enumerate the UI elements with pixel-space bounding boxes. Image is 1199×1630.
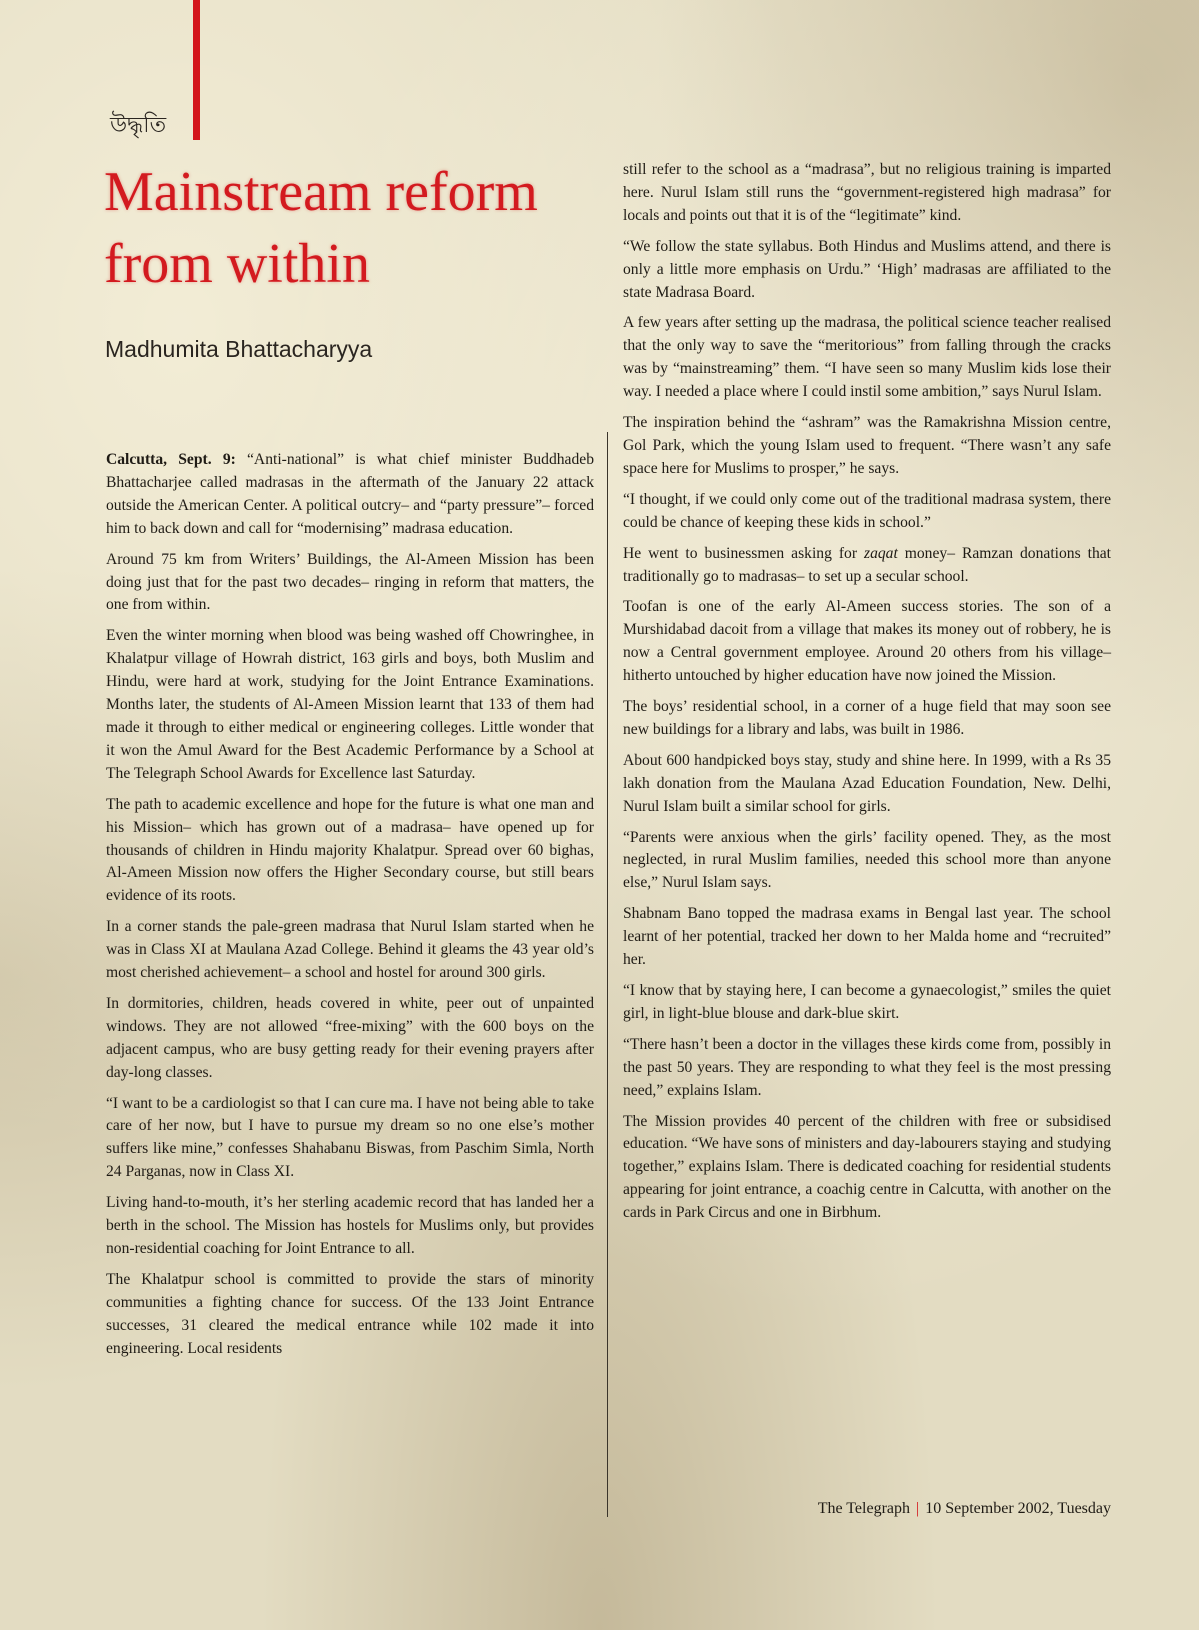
paragraph: Calcutta, Sept. 9: “Anti-national” is what chief minister Buddhadeb Bhattacharjee called madrasas in the aftermath of the January 22 attack outside the American Center. A political outcry– and “party pressure”– forced him to back down and call for “modernising” madrasa education.	[106, 451, 594, 537]
paragraph: Around 75 km from Writers’ Buildings, the Al-Ameen Mission has been doing just that for the past two decades– ringing in reform that matters, the one from within.	[106, 550, 594, 614]
publication-name: The Telegraph	[817, 1500, 911, 1517]
paragraph: In dormitories, children, heads covered in white, peer out of unpainted windows. They are not allowed “free-mixing” with the 600 boys on the adjacent campus, who are busy getting ready for their evening prayers after day-long classes.	[106, 994, 594, 1081]
headline: Mainstream reform from within	[104, 161, 538, 295]
paragraph: Living hand-to-mouth, it’s her sterling academic record that has landed her a berth in the school. The Mission has hostels for Muslims only, but provides non-residential coaching for Joint Entrance to all.	[106, 1194, 594, 1257]
paragraph: Toofan is one of the early Al-Ameen success stories. The son of a Murshidabad dacoit from a village that makes its money out of robbery, he is now a Central government employee. Around 20 others from his village– hitherto untouched by higher education have now joined the Mission.	[623, 598, 1111, 685]
paragraph: “We follow the state syllabus. Both Hindus and Muslims attend, and there is only a little more emphasis on Urdu.” ‘High’ madrasas are affiliated to the state Madrasa Board.	[623, 237, 1111, 301]
paragraph: The Khalatpur school is committed to provide the stars of minority communities a fighting chance for success. Of the 133 Joint Entrance successes, 31 cleared the medical entrance while 102 made it into engineering. Local residents	[106, 1270, 594, 1357]
paragraph: Even the winter morning when blood was being washed off Chowringhee, in Khalatpur village of Howrah district, 163 girls and boys, both Muslim and Hindu, were hard at work, studying for the Joint Entrance Examinations. Months later, the students of Al-Ameen Mission learnt that 133 of them had made it through to either medical or engineering colleges. Little wonder that it won the Amul Award for the Best Academic Performance by a School at The Telegraph School Awards for Excellence last Saturday.	[106, 627, 594, 782]
paragraph: In a corner stands the pale-green madrasa that Nurul Islam started when he was in Class XI at Maulana Azad College. Behind it gleams the 43 year old’s most cherished achievement– a school and hostel for around 300 girls.	[106, 918, 594, 982]
byline: Madhumita Bhattacharyya	[105, 336, 373, 362]
italic-term: zaqat	[864, 544, 898, 562]
paragraph: “Parents were anxious when the girls’ facility opened. They, as the most neglected, in rural Muslim families, needed this school more than anyone else,” Nurul Islam says.	[623, 828, 1111, 892]
paragraph: About 600 handpicked boys stay, study and shine here. In 1999, with a Rs 35 lakh donation from the Maulana Azad Education Foundation, New. Delhi, Nurul Islam built a similar school for girls.	[623, 751, 1111, 815]
article-column-left	[106, 449, 594, 1369]
paragraph: A few years after setting up the madrasa, the political science teacher realised that the only way to save the “meritorious” from falling through the cracks was by “mainstreaming” them. “I have seen so many Muslim kids lose their way. I needed a place where I could instil some ambition,” says Nurul Islam.	[623, 314, 1111, 401]
paragraph: The path to academic excellence and hope for the future is what one man and his Mission– which has grown out of a madrasa– have opened up for thousands of children in Hindu majority Khalatpur. Spread over 60 bighas, Al-Ameen Mission now offers the Higher Secondary course, but still bears evidence of its roots.	[106, 795, 594, 905]
paragraph: “I thought, if we could only come out of the traditional madrasa system, there could be chance of keeping these kids in school.”	[623, 490, 1111, 531]
publication-date: 10 September 2002, Tuesday	[925, 1500, 1111, 1517]
accent-bar	[193, 0, 200, 140]
article-column-right	[623, 159, 1111, 1233]
paragraph: He went to businessmen asking for zaqat money– Ramzan donations that traditionally go to madrasas– to set up a secular school.	[623, 544, 1111, 585]
section-label: উদ্ধৃতি	[110, 113, 167, 138]
footer-separator: |	[916, 1500, 920, 1517]
paragraph: “I know that by staying here, I can become a gynaecologist,” smiles the quiet girl, in light-blue blouse and dark-blue skirt.	[623, 982, 1111, 1022]
paragraph: “I want to be a cardiologist so that I can cure ma. I have not being able to take care of her now, but I have to pursue my dream so no one else’s mother suffers like mine,” confesses Shahabanu Biswas, from Paschim Simla, North 24 Parganas, now in Class XI.	[106, 1094, 594, 1181]
dateline: Calcutta, Sept. 9:	[106, 451, 236, 468]
paragraph: The inspiration behind the “ashram” was the Ramakrishna Mission centre, Gol Park, which the young Islam used to frequent. “There wasn’t any safe space here for Muslims to prosper,” he says.	[623, 414, 1111, 477]
page-footer	[747, 1500, 1111, 1518]
paragraph: The boys’ residential school, in a corner of a huge field that may soon see new buildings for a library and labs, was built in 1986.	[623, 698, 1111, 738]
paragraph: “There hasn’t been a doctor in the villages these kirds come from, possibly in the past 50 years. They are responding to what they feel is the most pressing need,” explains Islam.	[623, 1035, 1111, 1099]
paragraph: The Mission provides 40 percent of the children with free or subsidised education. “We have sons of ministers and day-labourers staying and studying together,” explains Islam. There is dedicated coaching for residential students appearing for joint entrance, a coachig centre in Calcutta, with another on the cards in Park Circus and one in Birbhum.	[623, 1112, 1111, 1222]
paragraph: Shabnam Bano topped the madrasa exams in Bengal last year. The school learnt of her potential, tracked her down to her Malda home and “recruited” her.	[623, 905, 1111, 969]
paragraph: still refer to the school as a “madrasa”, but no religious training is imparted here. Nurul Islam still runs the “government-registered high madrasa” for locals and points out that it is of the “legitimate” kind.	[623, 161, 1111, 224]
column-divider	[607, 432, 608, 1517]
